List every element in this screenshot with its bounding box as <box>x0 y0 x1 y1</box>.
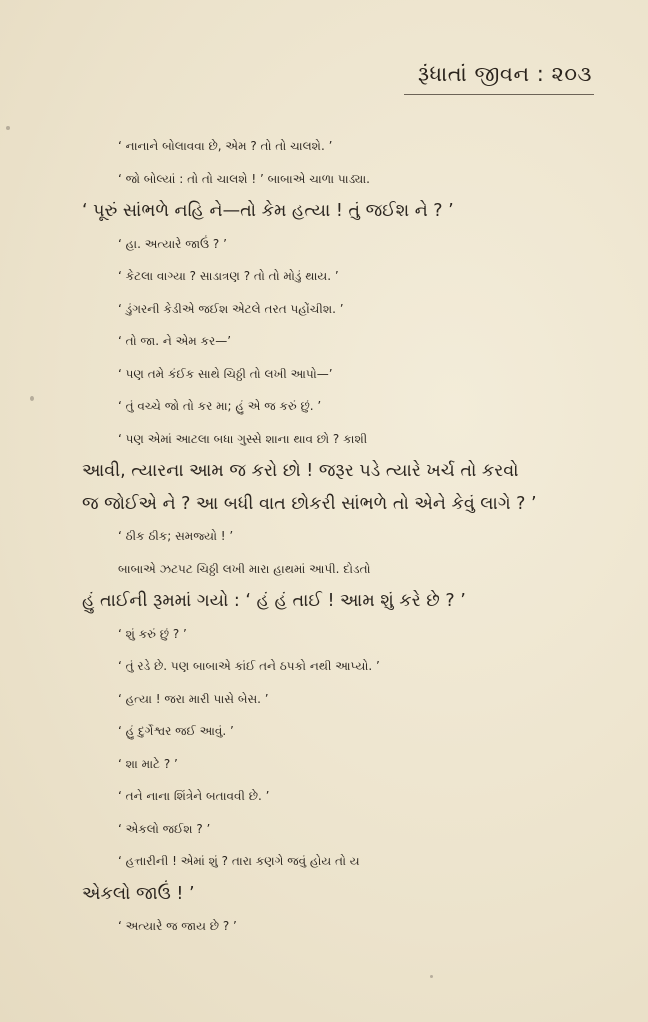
text-line: ‘ નાનાને બોલાવવા છે, એમ ? તો તો ચાલશે. ’ <box>118 139 333 153</box>
text-line: ‘ તું વચ્ચે જો તો કર મા; હું એ જ કરું છું. ’ <box>118 399 322 413</box>
text-line: ‘ તું રડે છે. પણ બાબાએ કાંઈ તને ઠપકો નથી આપ્યો. ’ <box>118 659 380 673</box>
text-line: ‘ હું દુર્ગેશ્વર જઈ આવું. ’ <box>118 724 234 738</box>
text-line: ‘ હત્યા ! જરા મારી પાસે બેસ. ’ <box>118 691 269 706</box>
text-line: ‘ શું કરું છું ? ’ <box>118 626 187 641</box>
text-line: ‘ તો જા. ને એમ કર—’ <box>118 334 232 348</box>
text-line: હું તાઈની રૂમમાં ગયો : ‘ હં હં તાઈ ! આમ શું કરે છે ? ’ <box>82 591 466 611</box>
text-line: બાબાએ ઝટપટ ચિઠ્ઠી લખી મારા હાથમાં આપી. દોડતો <box>118 561 371 576</box>
paper-speck <box>6 126 10 130</box>
text-line: ‘ ઠીક ઠીક; સમજ્યો ! ’ <box>118 529 234 543</box>
text-line: આવી, ત્યારના આમ જ કરો છો ! જરૂર પડે ત્યારે ખર્ચ તો કરવો <box>82 461 519 481</box>
text-line: ‘ શા માટે ? ’ <box>118 756 178 771</box>
text-line: ‘ એકલો જઈશ ? ’ <box>118 821 211 836</box>
text-line: ‘ હત્તારીની ! એમાં શું ? તારા કણગે જવું હોય તો ય <box>118 854 360 868</box>
text-line: ‘ અત્યારે જ જાય છે ? ’ <box>118 919 237 933</box>
header-underline <box>404 94 594 95</box>
text-line: ‘ પણ તમે કંઈક સાથે ચિઠ્ઠી તો લખી આપો—’ <box>118 366 333 381</box>
text-line: ‘ જો બોલ્યાં : તો તો ચાલશે ! ’ બાબાએ ચાળા પાડ્યા. <box>118 171 370 186</box>
text-line: ‘ તને નાના શિંત્રેને બતાવવી છે. ’ <box>118 789 270 803</box>
text-line: ‘ પૂરું સાંભળે નહિ ને—તો કેમ હત્યા ! તું જઈશ ને ? ’ <box>82 201 454 221</box>
text-line: ‘ ડુંગરની કેડીએ જઈશ એટલે તરત પહોંચીશ. ’ <box>118 301 344 316</box>
text-line: ‘ પણ એમાં આટલા બધા ગુસ્સે શાના થાવ છો ? કાશી <box>118 431 368 446</box>
text-line: એકલો જાઉં ! ’ <box>82 883 195 904</box>
text-line: ‘ કેટલા વાગ્યા ? સાડાત્રણ ? તો તો મોડું થાય. ’ <box>118 269 339 283</box>
text-line: ‘ હા. અત્યારે જાઉં ? ’ <box>118 236 227 251</box>
running-header: રૂંધાતાં જીવન : ૨૦૩ <box>417 62 592 86</box>
paper-speck <box>30 396 34 401</box>
paper-speck <box>430 975 433 978</box>
text-line: જ જોઈએ ને ? આ બધી વાત છોકરી સાંભળે તો એને કેવું લાગે ? ’ <box>82 493 537 514</box>
page-body-text <box>82 130 602 943</box>
